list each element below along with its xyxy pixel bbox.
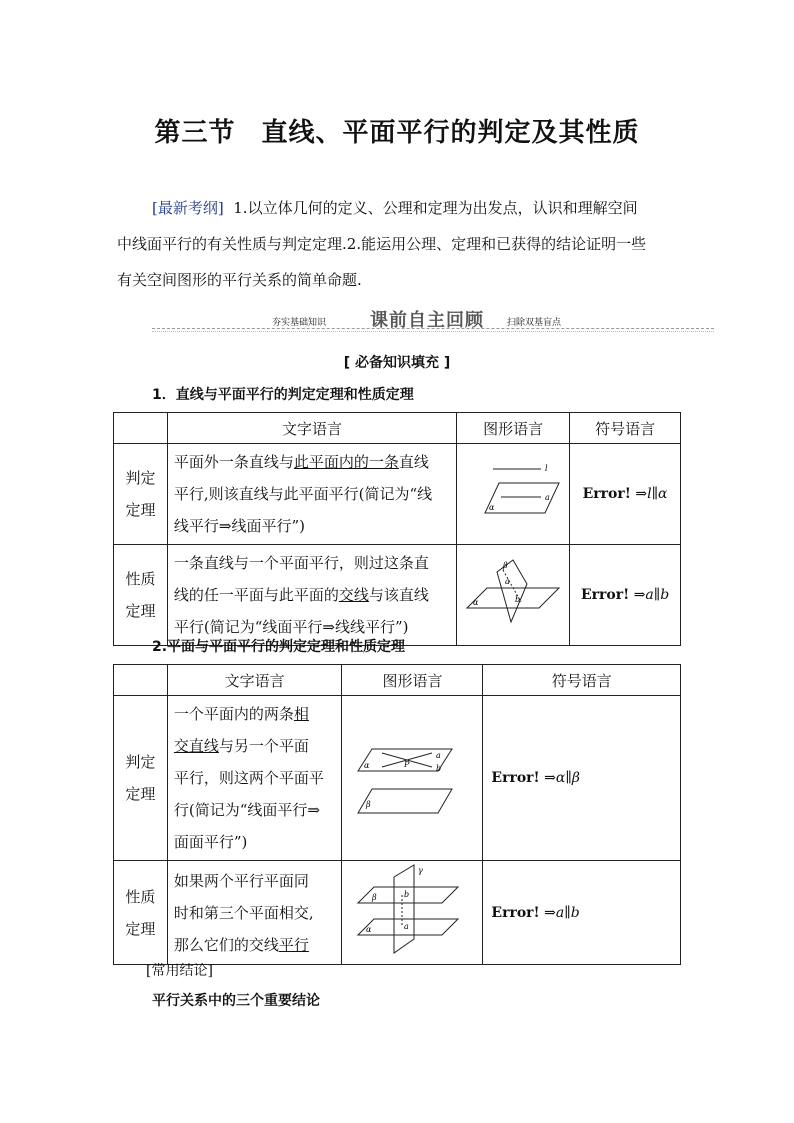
symbol-text: ⇒α∥β: [544, 770, 580, 786]
row-label: [114, 444, 168, 545]
text-part: 与另一个平面: [218, 737, 309, 755]
symbol-text: ⇒a∥b: [544, 904, 580, 921]
label-top: 性质: [125, 887, 156, 906]
label-top: 判定: [125, 469, 156, 487]
table-row: [114, 696, 681, 861]
label-gamma: γ: [418, 865, 424, 875]
text-part: 线平行⇒线面平行”): [173, 517, 305, 535]
label-P: P: [404, 760, 410, 769]
header-empty: [114, 413, 168, 444]
row-label: [114, 545, 168, 646]
intro-line-1: 1.以立体几何的定义、公理和定理为出发点，认识和理解空间: [233, 199, 638, 217]
label-bottom: 定理: [125, 919, 156, 938]
symbol-cell: [570, 444, 681, 545]
underlined-text: 交直线: [173, 737, 219, 755]
figure-cell: [457, 545, 570, 646]
text-part: 一条直线与一个平面平行，则过这条直: [173, 554, 429, 572]
underlined-text: 平行: [278, 935, 309, 954]
label-b: b: [404, 889, 410, 899]
intro-line-2: 中线面平行的有关性质与判定定理.2.能运用公理、定理和已获得的结论证明一些: [117, 235, 647, 253]
intro-paragraph: [117, 190, 677, 298]
section-banner: [152, 306, 714, 334]
text-part: 平行，则这两个平面平: [173, 769, 324, 787]
line-plane-table: [113, 412, 681, 646]
error-text: Error!: [582, 486, 631, 502]
header-symbol-language: 符号语言: [570, 413, 681, 444]
row-label: [114, 696, 168, 861]
label-a: a: [404, 921, 410, 931]
table2-heading: 2.平面与平面平行的判定定理和性质定理: [152, 639, 406, 655]
figure-cell: [457, 444, 570, 545]
text-part: 一个平面内的两条: [173, 705, 294, 723]
text-part: 直线: [398, 453, 429, 471]
banner-rule: [152, 328, 714, 329]
underlined-text: 此平面内的一条: [293, 453, 399, 471]
symbol-cell: [570, 545, 681, 646]
line-plane-figure: [463, 457, 563, 527]
section-heading: [ 必备知识填充 ]: [343, 355, 451, 371]
label-bottom: 定理: [125, 501, 156, 519]
text-part: 平行(简记为“线面平行⇒线线平行”): [173, 618, 409, 636]
common-conclusions-tag: [常用结论]: [146, 963, 213, 979]
symbol-text: ⇒l∥α: [635, 486, 668, 502]
label-a: a: [436, 751, 442, 760]
underlined-text: 相: [293, 705, 309, 723]
figure-cell: [342, 861, 483, 965]
label-bottom: 定理: [125, 785, 156, 803]
symbol-cell: [483, 696, 681, 861]
figure-cell: [342, 696, 483, 861]
error-text: Error!: [491, 770, 540, 786]
label-beta: β: [366, 800, 372, 809]
label-a: a: [505, 577, 510, 586]
page-title: [0, 112, 794, 149]
label-alpha: α: [364, 761, 370, 770]
label-b: b: [436, 764, 442, 773]
symbol-text: ⇒a∥b: [633, 587, 670, 603]
banner-title: 课前自主回顾: [370, 310, 484, 331]
label-beta: β: [372, 892, 378, 902]
section-title: 直线、平面平行的判定及其性质: [261, 118, 640, 148]
table-header-row: [114, 665, 681, 696]
table1-heading: 1．直线与平面平行的判定定理和性质定理: [152, 387, 414, 403]
banner-rule-2: [152, 331, 714, 332]
header-text-language: 文字语言: [167, 413, 456, 444]
header-empty: [114, 665, 168, 696]
plane-plane-table: [113, 664, 681, 965]
text-part: 线的任一平面与此平面的: [173, 586, 339, 604]
label-bottom: 定理: [125, 602, 156, 620]
header-figure-language: 图形语言: [342, 665, 483, 696]
text-part: 行(简记为“线面平行⇒: [173, 801, 320, 819]
table-row: [114, 861, 681, 965]
plane-property-figure: [352, 863, 472, 959]
section-number: 第三节: [154, 118, 236, 148]
label-top: 性质: [125, 570, 156, 588]
text-cell: [167, 444, 456, 545]
label-a: a: [545, 493, 550, 502]
text-cell: [167, 545, 456, 646]
text-part: 如果两个平行平面同: [173, 871, 309, 890]
syllabus-tag: [最新考纲]: [152, 199, 224, 217]
row-label: [114, 861, 168, 965]
header-text-language: 文字语言: [167, 665, 342, 696]
label-b: b: [515, 595, 521, 604]
text-cell: [167, 696, 342, 861]
text-part: 与该直线: [368, 586, 429, 604]
text-cell: [167, 861, 342, 965]
table-row: [114, 444, 681, 545]
banner-right-text: 扫除双基盲点: [507, 318, 562, 328]
label-top: 判定: [125, 753, 156, 771]
intro-line-3: 有关空间图形的平行关系的简单命题.: [117, 271, 362, 289]
symbol-cell: [483, 861, 681, 965]
error-text: Error!: [491, 904, 540, 921]
header-symbol-language: 符号语言: [483, 665, 681, 696]
line-plane-property-figure: [463, 558, 563, 628]
label-alpha: α: [366, 924, 372, 934]
text-part: 平行,则该直线与此平面平行(简记为“线: [173, 485, 433, 503]
underlined-text: 交线: [338, 586, 369, 604]
error-text: Error!: [580, 587, 630, 603]
text-part: 面面平行”): [173, 833, 248, 851]
label-alpha: α: [473, 598, 479, 607]
table-row: [114, 545, 681, 646]
table-header-row: [114, 413, 681, 444]
subsection-title: 平行关系中的三个重要结论: [152, 993, 320, 1009]
plane-plane-figure: [352, 731, 472, 821]
label-alpha: α: [489, 503, 495, 512]
text-part: 那么它们的交线: [173, 935, 279, 954]
header-figure-language: 图形语言: [457, 413, 570, 444]
label-beta: β: [503, 561, 508, 570]
label-l: l: [545, 464, 548, 473]
banner-left-text: 夯实基础知识: [272, 318, 327, 328]
text-part: 平面外一条直线与: [173, 453, 294, 471]
text-part: 时和第三个平面相交,: [173, 903, 314, 922]
